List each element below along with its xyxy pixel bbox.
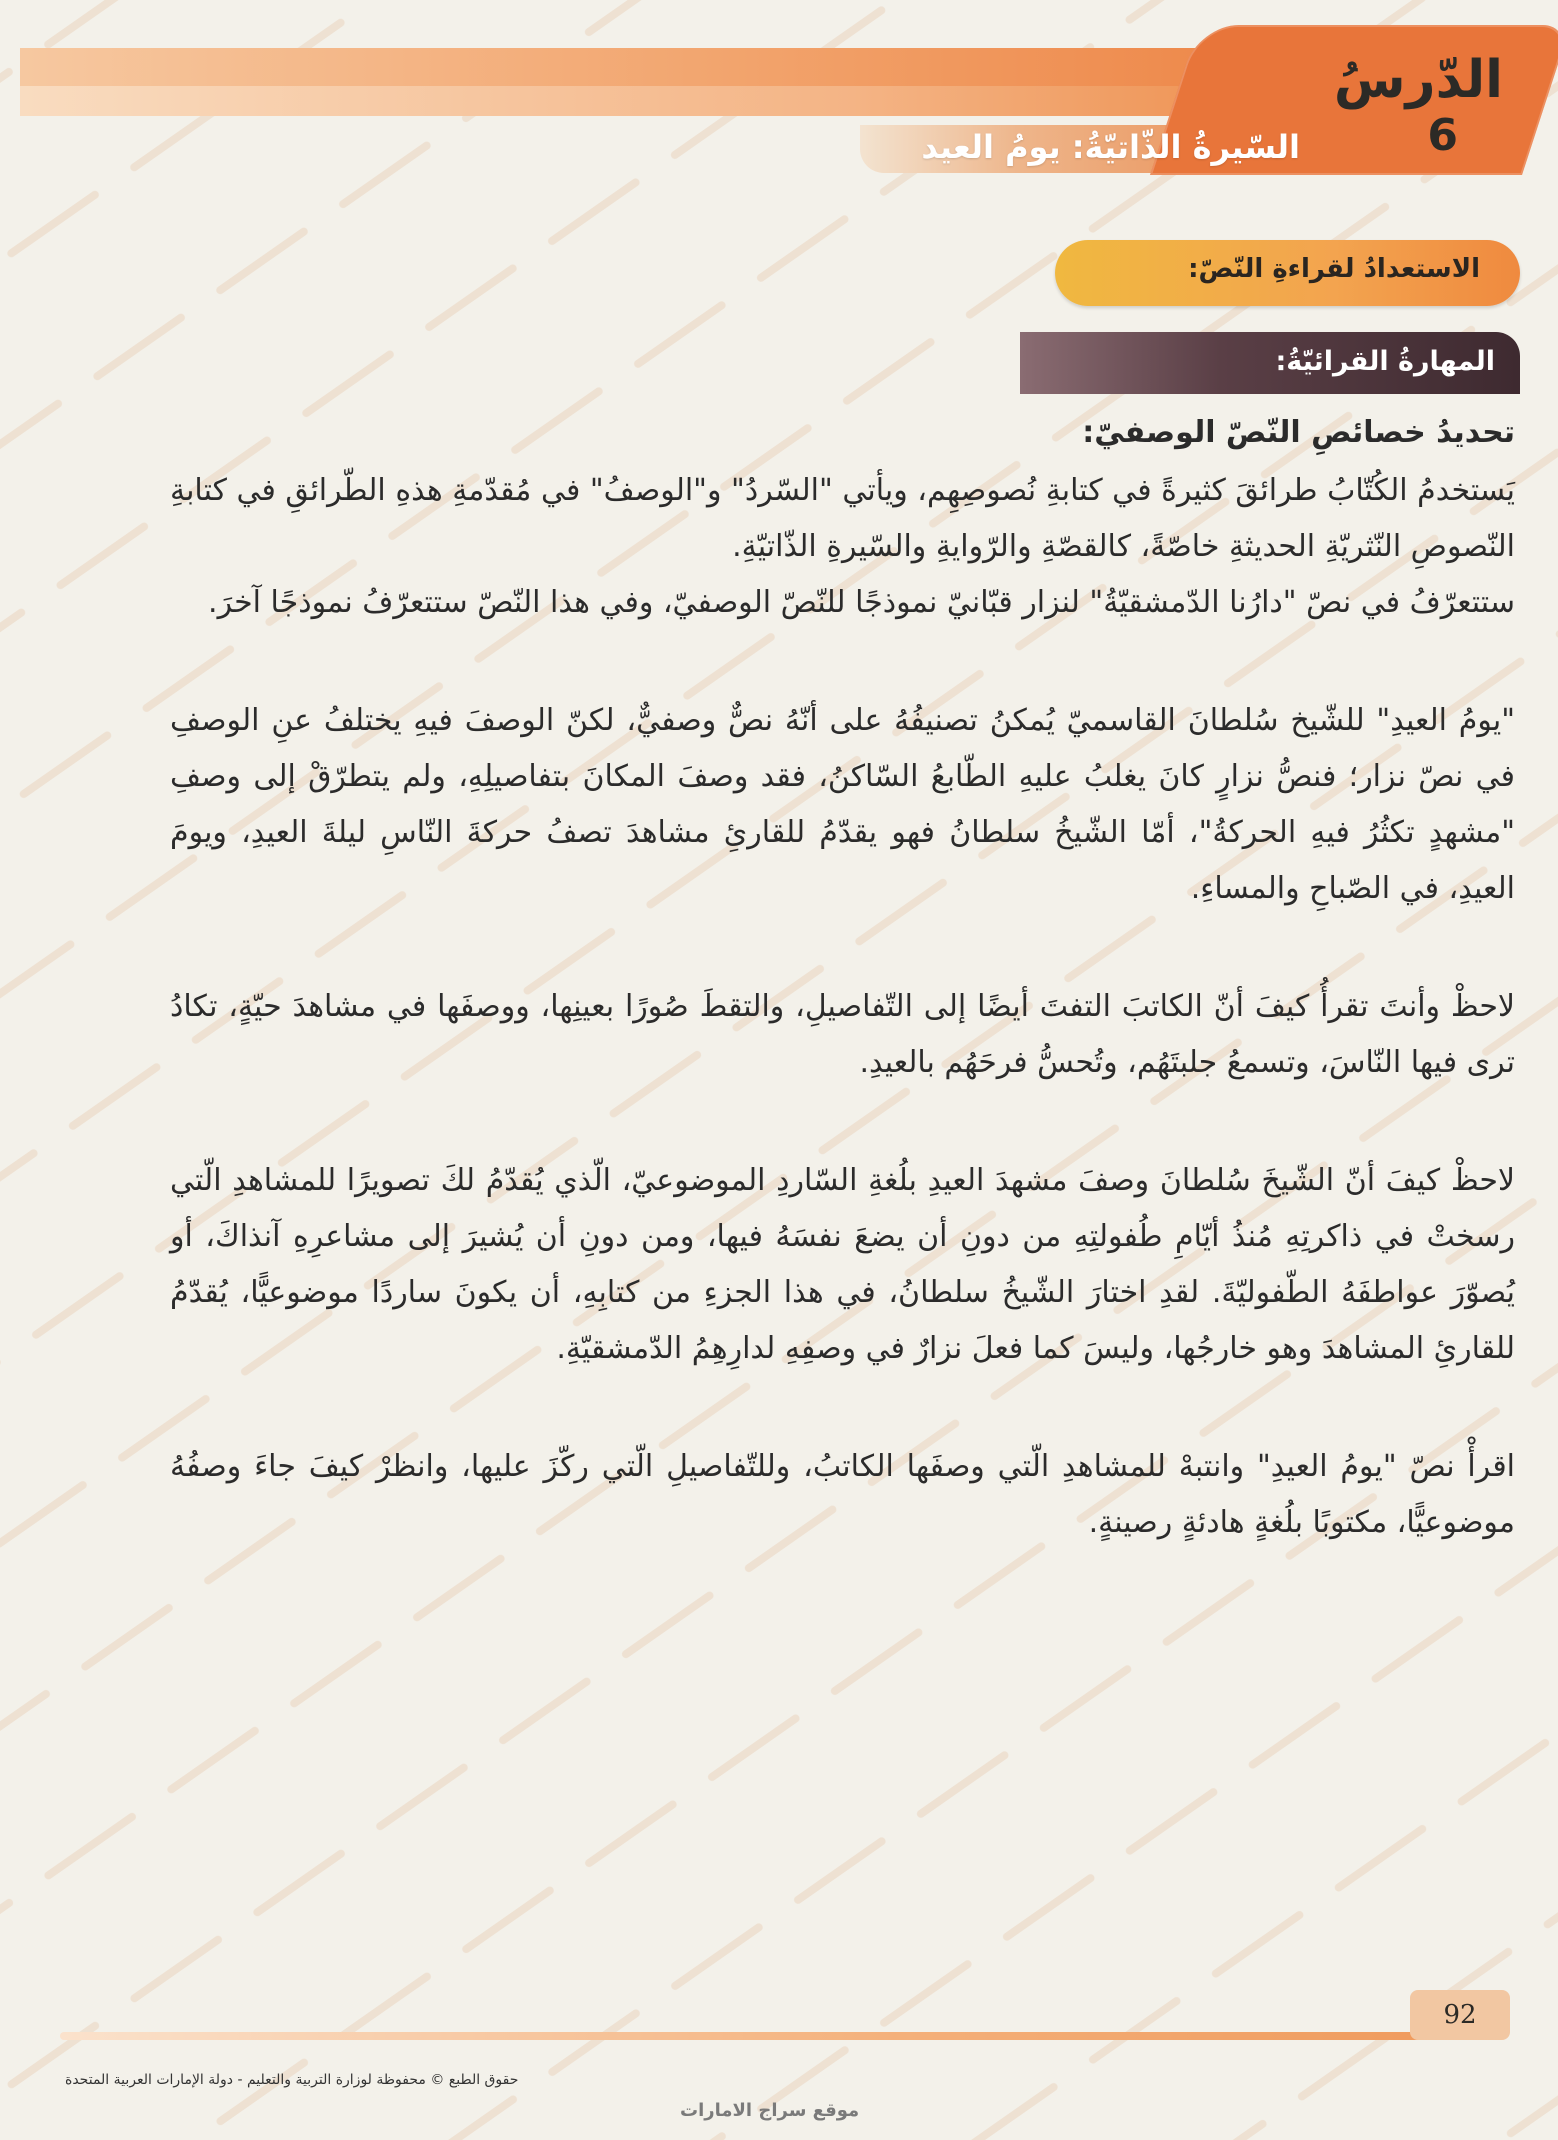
- paragraph: لاحظْ وأنتَ تقرأُ كيفَ أنّ الكاتبَ التفتَ أيضًا إلى التّفاصيلِ، والتقطَ صُورًا بعينِها، ووصفَها في مشاهدَ حيّةٍ، تكادُ ترى فيها النّاسَ، وتسمعُ جلبتَهُم، وتُحسُّ فرحَهُم بالعيدِ.: [170, 989, 1515, 1080]
- paragraph: يَستخدمُ الكُتّابُ طرائقَ كثيرةً في كتابةِ نُصوصِهِم، ويأتي "السّردُ" و"الوصفُ" في مُقدّمةِ هذهِ الطّرائقِ في كتابةِ النّصوصِ النّثريّةِ الحديثةِ خاصّةً، كالقصّةِ والرّوايةِ والسّيرةِ الذّاتيّةِ.: [170, 473, 1515, 564]
- prep-heading-pill: [1055, 240, 1520, 306]
- paragraph: "يومُ العيدِ" للشّيخ سُلطانَ القاسميّ يُمكنُ تصنيفُهُ على أنّهُ نصٌّ وصفيٌّ، لكنّ الوصفَ فيهِ يختلفُ عنِ الوصفِ في نصّ نزار؛ فنصُّ نزارٍ كانَ يغلبُ عليهِ الطّابعُ السّاكنُ، فقد وصفَ المكانَ بتفاصيلِهِ، ولم يتطرّقْ إلى وصفِ "مشهدٍ تكثُرُ فيهِ الحركةُ"، أمّا الشّيخُ سلطانُ فهو يقدّمُ للقارئِ مشاهدَ تصفُ حركةَ النّاسِ ليلةَ العيدِ، ويومَ العيدِ، في الصّباحِ والمساءِ.: [170, 703, 1515, 906]
- paragraph: اقرأْ نصّ "يومُ العيدِ" وانتبهْ للمشاهدِ الّتي وصفَها الكاتبُ، وللتّفاصيلِ الّتي ركّزَ عليها، وانظرْ كيفَ جاءَ وصفُهُ موضوعيًّا، مكتوبًا بلُغةٍ هادئةٍ رصينةٍ.: [170, 1449, 1515, 1540]
- copyright-text: حقوق الطبع © محفوظة لوزارة التربية والتعليم - دولة الإمارات العربية المتحدة: [65, 2072, 519, 2088]
- page-number: 92: [1410, 1990, 1510, 2040]
- section-subheading: تحديدُ خصائصِ النّصّ الوصفيّ:: [1082, 415, 1515, 450]
- header-band-top: [20, 48, 1210, 86]
- prep-heading: الاستعدادُ لقراءةِ النّصّ:: [1188, 254, 1480, 284]
- main-content: [170, 405, 1515, 1551]
- paragraph: ستتعرّفُ في نصّ "دارُنا الدّمشقيّةُ" لنزار قبّانيّ نموذجًا للنّصّ الوصفيّ، وفي هذا النّصّ ستتعرّفُ نموذجًا آخرَ.: [208, 585, 1515, 620]
- site-mark: موقع سراج الامارات: [680, 2100, 860, 2121]
- lesson-number: 6: [1427, 110, 1458, 161]
- lesson-title: السّيرةُ الذّاتيّةُ: يومُ العيد: [921, 128, 1300, 166]
- skill-heading-bar: [1020, 332, 1520, 394]
- lesson-label: الدّرسُ: [1333, 50, 1503, 110]
- footer-bar: [60, 2032, 1460, 2040]
- header-band-bottom: [20, 86, 1210, 116]
- skill-heading: المهارةُ القرائيّةُ:: [1275, 346, 1495, 377]
- paragraph: لاحظْ كيفَ أنّ الشّيخَ سُلطانَ وصفَ مشهدَ العيدِ بلُغةِ السّاردِ الموضوعيّ، الّذي يُقدّمُ لكَ تصويرًا للمشاهدِ الّتي رسختْ في ذاكرتِهِ مُنذُ أيّامِ طُفولتِهِ من دونِ أن يضعَ نفسَهُ فيها، ومن دونِ أن يُشيرَ إلى مشاعرِهِ آنذاكَ، أو يُصوّرَ عواطفَهُ الطّفوليّةَ. لقدِ اختارَ الشّيخُ سلطانُ، في هذا الجزءِ من كتابِهِ، أن يكونَ ساردًا موضوعيًّا، يُقدّمُ للقارئِ المشاهدَ وهو خارجُها، وليسَ كما فعلَ نزارٌ في وصفِهِ لدارِهِمُ الدّمشقيّةِ.: [170, 1163, 1515, 1366]
